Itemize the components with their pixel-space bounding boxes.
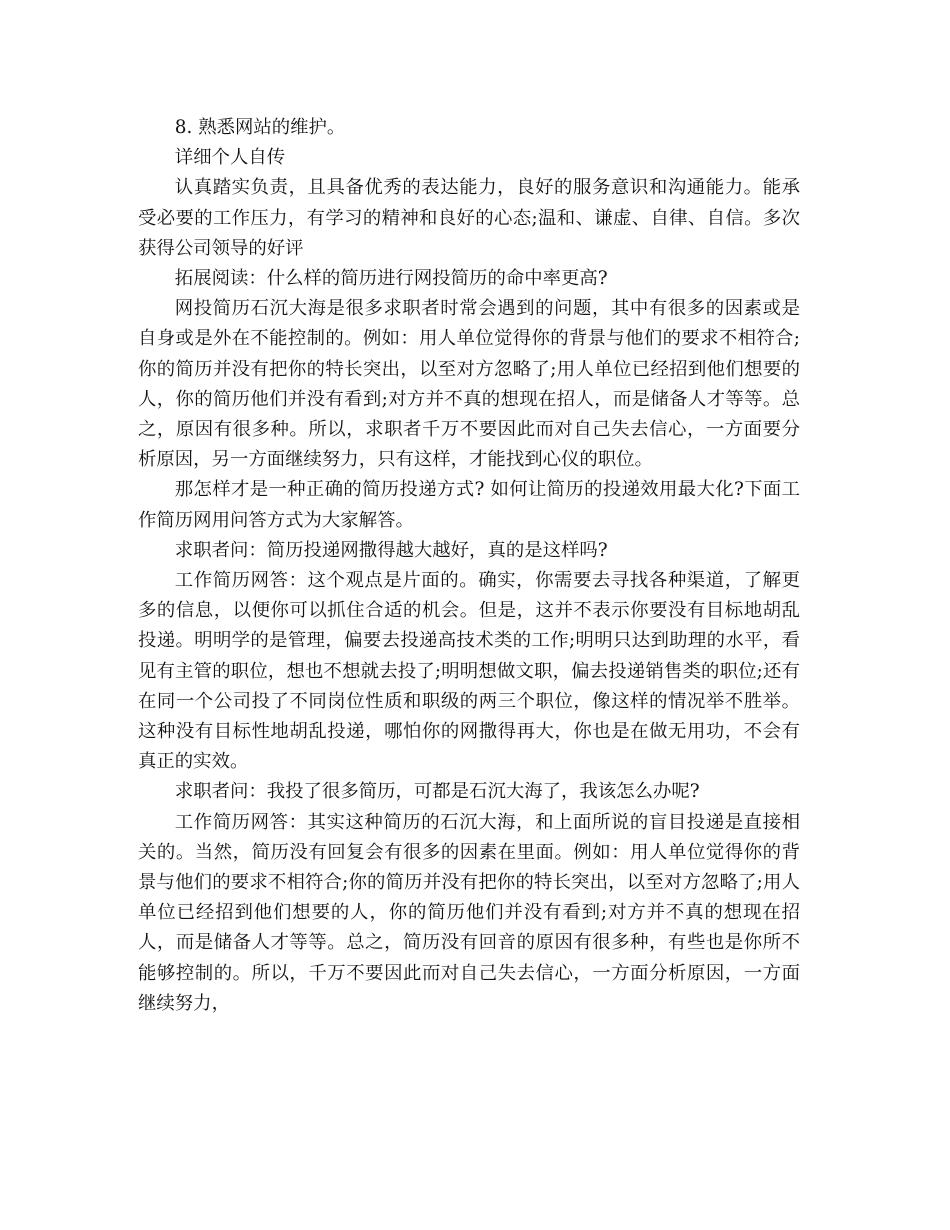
paragraph-body: 那怎样才是一种正确的简历投递方式? 如何让简历的投递效用最大化?下面工作简历网用问答方式为大家解答。 bbox=[138, 479, 800, 531]
paragraph-self-description: 认真踏实负责，且具备优秀的表达能力，良好的服务意识和沟通能力。能承受必要的工作压力，有学习的精神和良好的心态;温和、谦虚、自律、自信。多次获得公司领导的好评 bbox=[138, 177, 800, 259]
paragraph-list-item-8: 8. 熟悉网站的维护。 bbox=[174, 117, 346, 138]
paragraph-answer: 工作简历网答：这个观点是片面的。确实，你需要去寻找各种渠道，了解更多的信息，以便你可以抓住合适的机会。但是，这并不表示你要没有目标地胡乱投递。明明学的是管理，偏要去投递高技术类的工作;明明只达到助理的水平，看见有主管的职位，想也不想就去投了;明明想做文职，偏去投递销售类的职位;还有在同一个公司投了不同岗位性质和职级的两三个职位，像这样的情况举不胜举。这种没有目标性地胡乱投递，哪怕你的网撒得再大，你也是在做无用功，不会有真正的实效。 bbox=[138, 570, 800, 773]
paragraph-question: 求职者问：我投了很多简历，可都是石沉大海了，我该怎么办呢? bbox=[174, 781, 700, 803]
paragraph-answer: 工作简历网答：其实这种简历的石沉大海，和上面所说的盲目投递是直接相关的。当然，简历没有回复会有很多的因素在里面。例如：用人单位觉得你的背景与他们的要求不相符合;你的简历并没有把你的特长突出，以至对方忽略了;用人单位已经招到他们想要的人，你的简历他们并没有看到;对方并不真的想现在招人，而是储备人才等等。总之，简历没有回音的原因有很多种，有些也是你所不能够控制的。所以，千万不要因此而对自己失去信心，一方面分析原因，一方面继续努力， bbox=[138, 811, 800, 1014]
paragraph-body: 网投简历石沉大海是很多求职者时常会遇到的问题，其中有很多的因素或是自身或是外在不能控制的。例如：用人单位觉得你的背景与他们的要求不相符合;你的简历并没有把你的特长突出，以至对方忽略了;用人单位已经招到他们想要的人，你的简历他们并没有看到;对方并不真的想现在招人，而是储备人才等等。总之，原因有很多种。所以，求职者千万不要因此而对自己失去信心，一方面要分析原因，另一方面继续努力，只有这样，才能找到心仪的职位。 bbox=[138, 298, 800, 471]
paragraph-question: 求职者问：简历投递网撒得越大越好，真的是这样吗? bbox=[174, 539, 608, 561]
paragraph-extended-reading-heading: 拓展阅读：什么样的简历进行网投简历的命中率更高? bbox=[174, 268, 608, 290]
document-page bbox=[138, 113, 800, 1019]
paragraph-section-heading-autobiography: 详细个人自传 bbox=[174, 147, 286, 169]
